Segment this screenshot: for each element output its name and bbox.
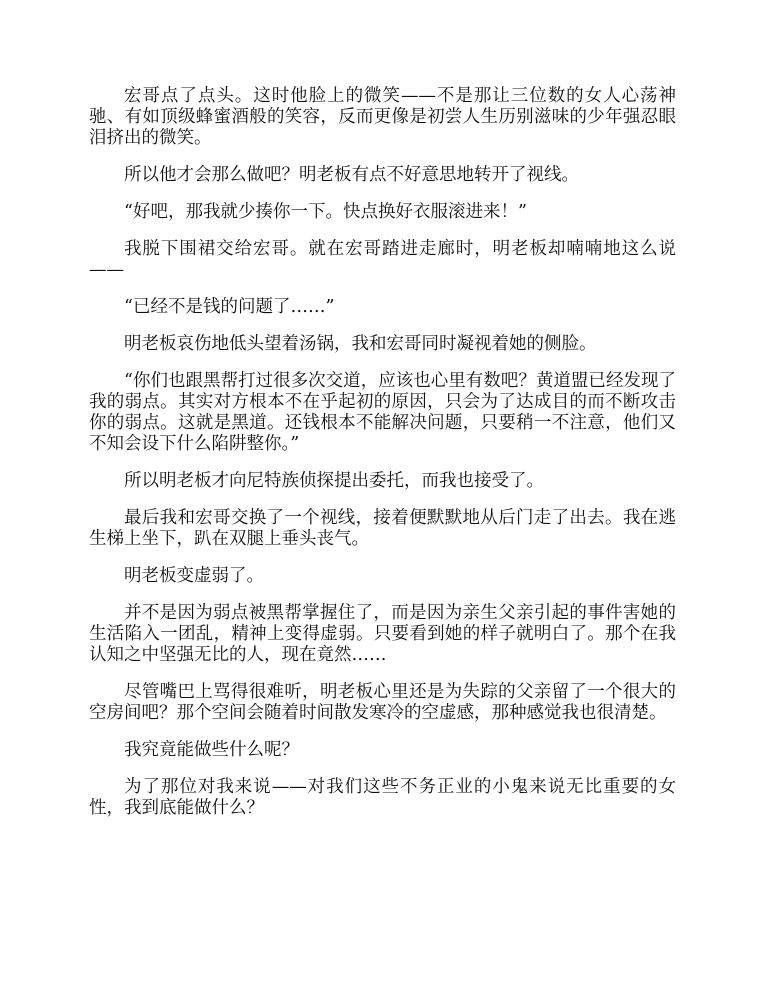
- paragraph: 明老板哀伤地低头望着汤锅，我和宏哥同时凝视着她的侧脸。: [124, 334, 597, 354]
- paragraph: 明老板变虚弱了。: [124, 566, 264, 586]
- paragraph: 所以他才会那么做吧？明老板有点不好意思地转开了视线。: [124, 165, 579, 185]
- paragraph: “你们也跟黑帮打过很多次交道，应该也心里有数吧？黄道盟已经发现了我的弱点。其实对方根本不在乎起初的原因，只会为了达成目的而不断攻击你的弱点。这就是黑道。还钱根本不能解决问题，只要稍一不注意，他们又不知会设下什么陷阱整你。”: [89, 371, 676, 454]
- paragraph: 并不是因为弱点被黑帮掌握住了，而是因为亲生父亲引起的事件害她的生活陷入一团乱，精神上变得虚弱。只要看到她的样子就明白了。那个在我认知之中坚强无比的人，现在竟然……: [89, 603, 676, 665]
- paragraph: 尽管嘴巴上骂得很难听，明老板心里还是为失踪的父亲留了一个很大的空房间吧？那个空间会随着时间散发寒冷的空虚感，那种感觉我也很清楚。: [89, 682, 676, 723]
- paragraph: 为了那位对我来说——对我们这些不务正业的小鬼来说无比重要的女性，我到底能做什么？: [89, 777, 676, 818]
- document-body: [89, 86, 676, 835]
- paragraph: 我脱下围裙交给宏哥。就在宏哥踏进走廊时，明老板却喃喃地这么说——: [89, 239, 676, 280]
- paragraph: 我究竟能做些什么呢？: [124, 740, 299, 760]
- paragraph: “已经不是钱的问题了……”: [124, 297, 335, 317]
- paragraph: 所以明老板才向尼特族侦探提出委托，而我也接受了。: [124, 471, 544, 491]
- paragraph: 最后我和宏哥交换了一个视线，接着便默默地从后门走了出去。我在逃生梯上坐下，趴在双腿上垂头丧气。: [89, 508, 676, 549]
- paragraph: “好吧，那我就少揍你一下。快点换好衣服滚进来！”: [124, 202, 527, 222]
- paragraph: 宏哥点了点头。这时他脸上的微笑——不是那让三位数的女人心荡神驰、有如顶级蜂蜜酒般的笑容，反而更像是初尝人生历别滋味的少年强忍眼泪挤出的微笑。: [89, 86, 676, 148]
